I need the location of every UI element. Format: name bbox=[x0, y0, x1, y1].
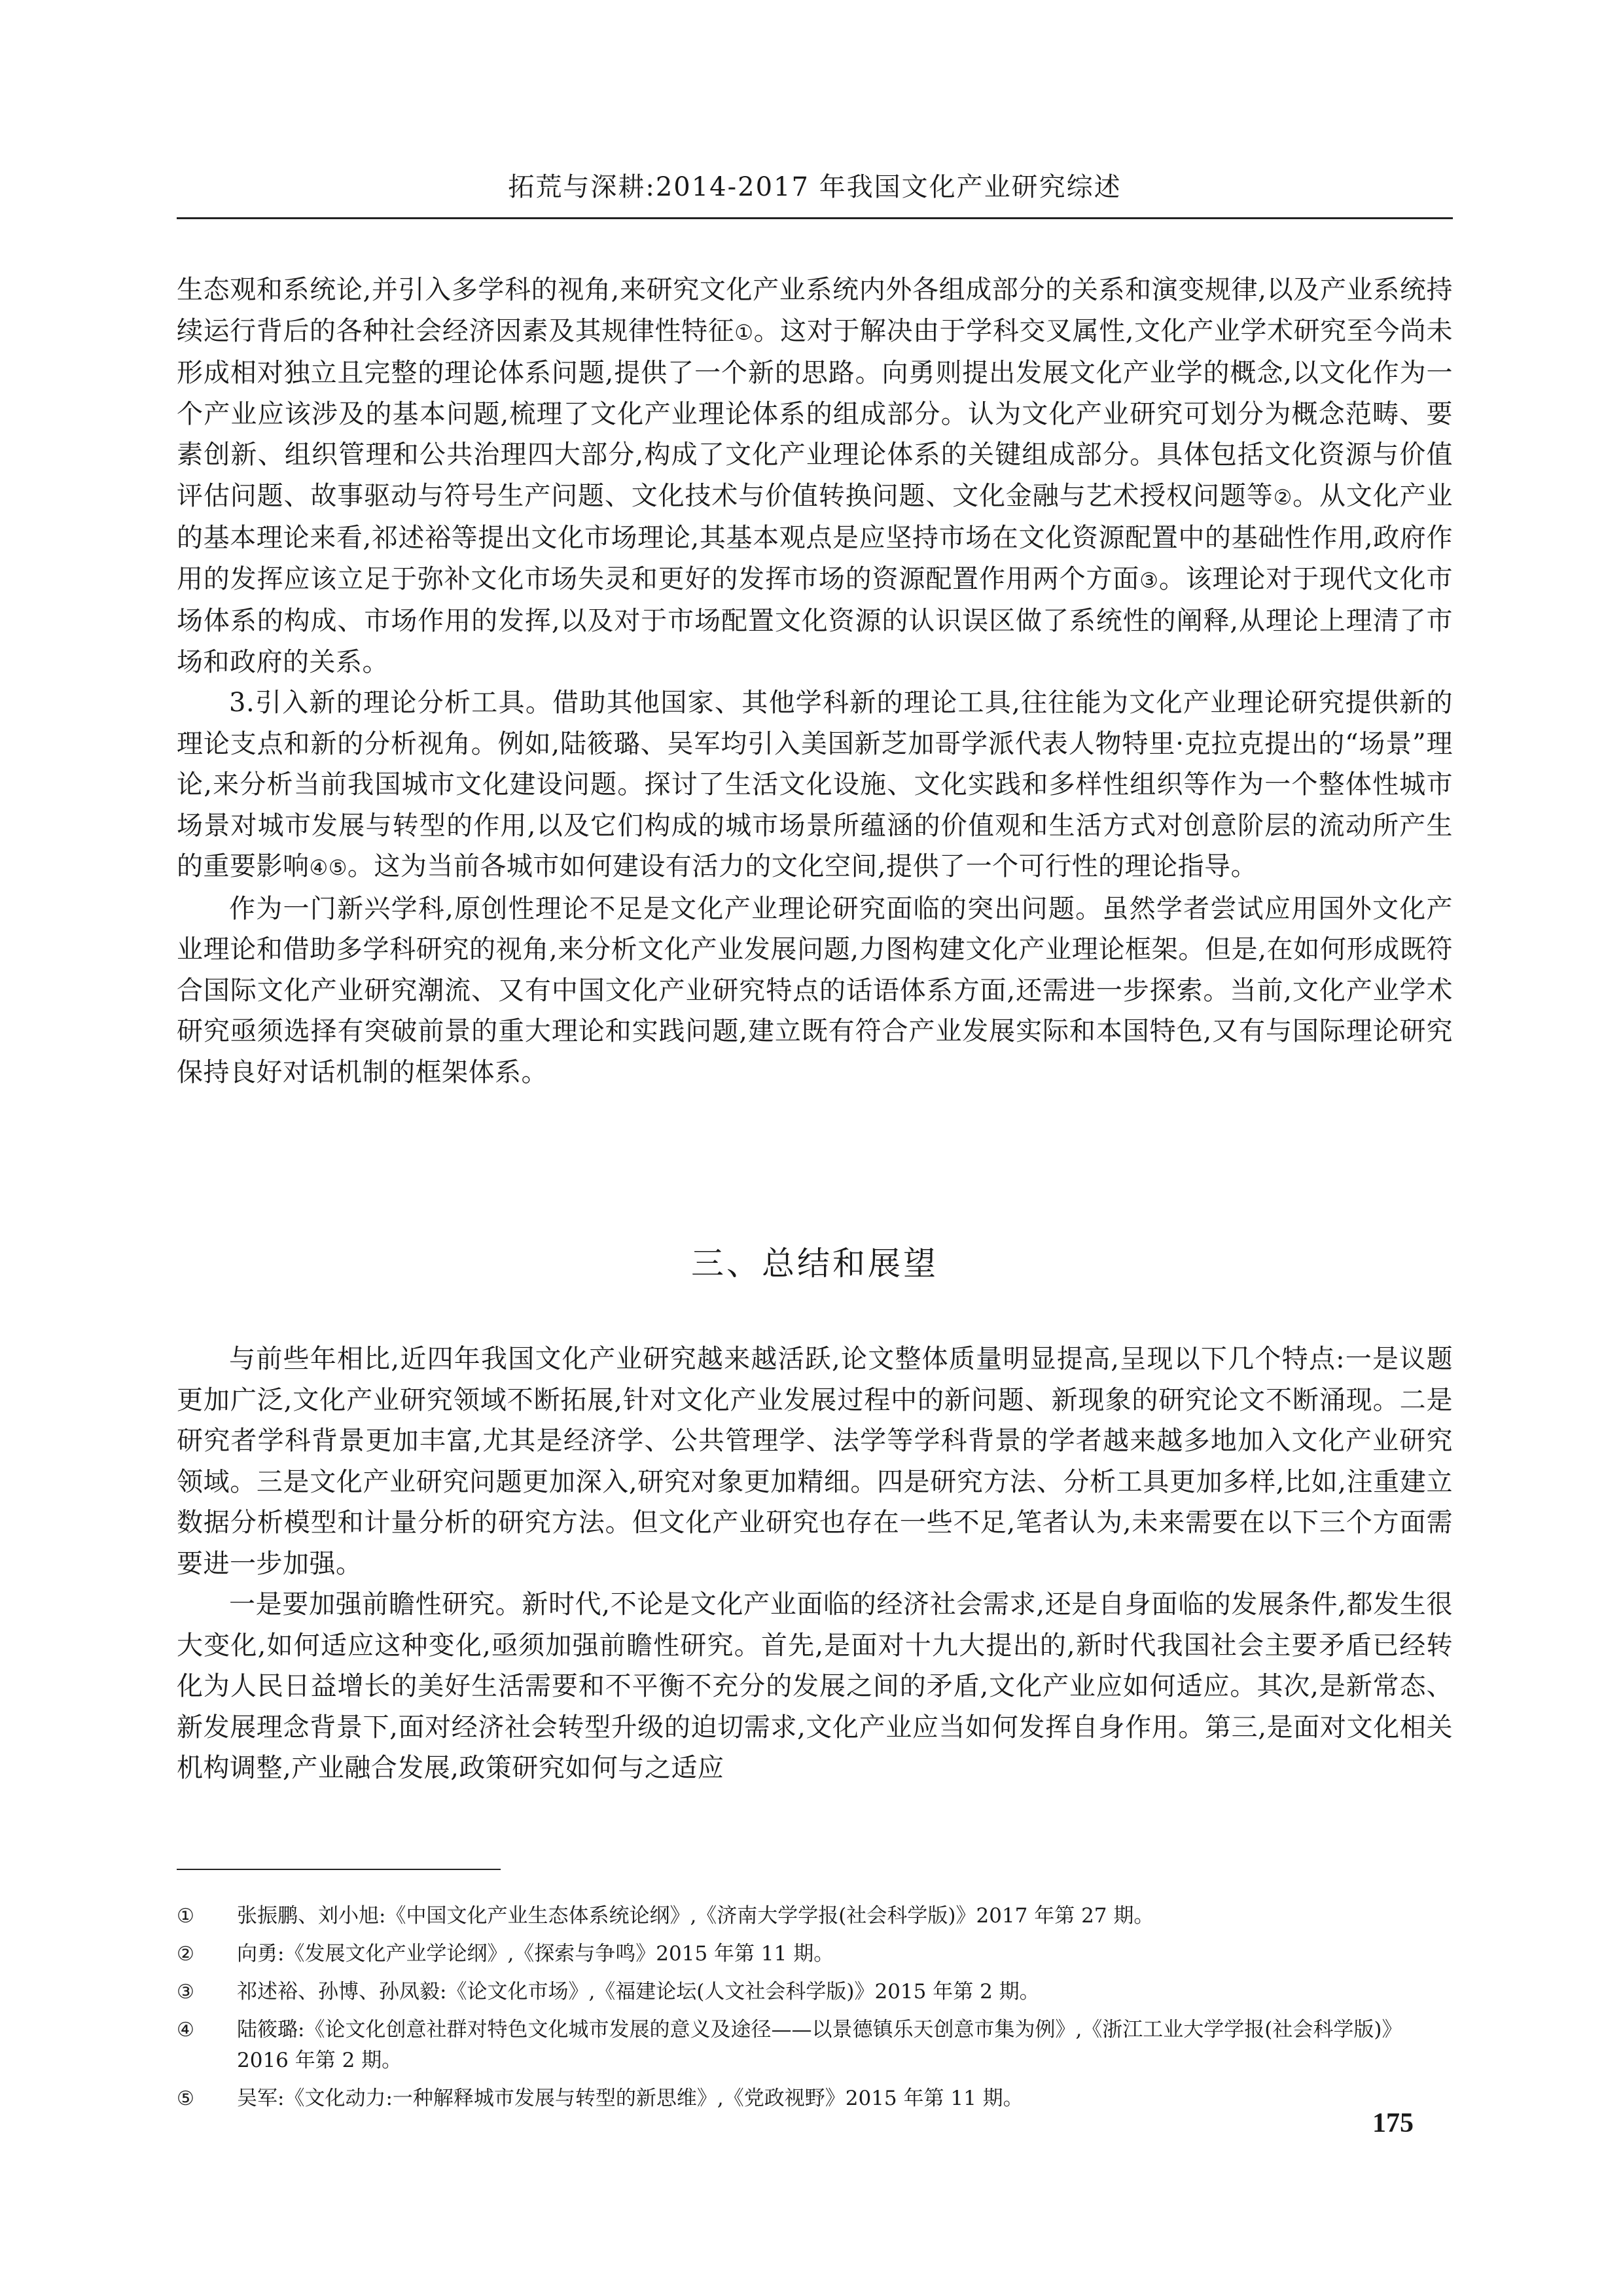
body-text-before-heading bbox=[177, 270, 1453, 1093]
paragraph-text: 。从文化产业的基本理论来看,祁述裕等提出文化市场理论,其基本观点是应坚持市场在文化资源配置中的基础性作用,政府作用的发挥应该立足于弥补文化市场失灵和更好的发挥市场的资源配置作用两个方面 bbox=[177, 480, 1454, 594]
footnote-mark: ④ bbox=[177, 2019, 194, 2041]
paragraph bbox=[177, 1584, 1453, 1789]
paragraph-text: 3.引入新的理论分析工具。借助其他国家、其他学科新的理论工具,往往能为文化产业理论研究提供新的理论支点和新的分析视角。例如,陆筱璐、吴军均引入美国新芝加哥学派代表人物特里·克拉克提出的“场景”理论,来分析当前我国城市文化建设问题。探讨了生活文化设施、文化实践和多样性组织等作为一个整体性城市场景对城市发展与转型的作用,以及它们构成的城市场景所蕴涵的价值观和生活方式对创意阶层的流动所产生的重要影响 bbox=[177, 688, 1453, 881]
paragraph-text: 作为一门新兴学科,原创性理论不足是文化产业理论研究面临的突出问题。虽然学者尝试应用国外文化产业理论和借助多学科研究的视角,来分析文化产业发展问题,力图构建文化产业理论框架。但是,在如何形成既符合国际文化产业研究潮流、又有中国文化产业研究特点的话语体系方面,还需进一步探索。当前,文化产业学术研究亟须选择有突破前景的重大理论和实践问题,建立既有符合产业发展实际和本国特色,又有与国际理论研究保持良好对话机制的框架体系。 bbox=[177, 893, 1453, 1087]
footnote-reference: ④⑤ bbox=[309, 855, 348, 880]
paragraph-text: 。这对于解决由于学科交叉属性,文化产业学术研究至今尚未形成相对独立且完整的理论体系问题,提供了一个新的思路。向勇则提出发展文化产业学的概念,以文化作为一个产业应该涉及的基本问题,梳理了文化产业理论体系的组成部分。认为文化产业研究可划分为概念范畴、要素创新、组织管理和公共治理四大部分,构成了文化产业理论体系的关键组成部分。具体包括文化资源与价值评估问题、故事驱动与符号生产问题、文化技术与价值转换问题、文化金融与艺术授权问题等 bbox=[177, 315, 1454, 511]
footnote-mark: ① bbox=[177, 1905, 194, 1928]
paragraph-text: 。该理论对于现代文化市场体系的构成、市场作用的发挥,以及对于市场配置文化资源的认识误区做了系统性的阐释,从理论上理清了市场和政府的关系。 bbox=[177, 563, 1454, 677]
footnote-text: 陆筱璐:《论文化创意社群对特色文化城市发展的意义及途径——以景德镇乐天创意市集为例》,《浙江工业大学学报(社会科学版)》2016 年第 2 期。 bbox=[237, 2018, 1402, 2072]
body-text-after-heading bbox=[177, 1339, 1453, 1789]
paragraph-text: 。这为当前各城市如何建设有活力的文化空间,提供了一个可行性的理论指导。 bbox=[347, 851, 1258, 881]
footnote-item bbox=[177, 1901, 1453, 1932]
footnotes bbox=[177, 1901, 1453, 2121]
footnote-item bbox=[177, 2083, 1453, 2114]
footnote-separator bbox=[177, 1869, 501, 1870]
footnote-reference: ① bbox=[734, 319, 754, 345]
footnote-text: 向勇:《发展文化产业学论纲》,《探索与争鸣》2015 年第 11 期。 bbox=[237, 1942, 834, 1966]
page-number: 175 bbox=[1372, 2108, 1414, 2138]
paragraph bbox=[177, 889, 1453, 1093]
footnote-mark: ⑤ bbox=[177, 2087, 194, 2110]
footnote-text: 张振鹏、刘小旭:《中国文化产业生态体系统论纲》,《济南大学学报(社会科学版)》2017 年第 27 期。 bbox=[237, 1904, 1154, 1928]
footnote-reference: ③ bbox=[1139, 567, 1159, 593]
footnote-item bbox=[177, 1977, 1453, 2007]
section-heading: 三、总结和展望 bbox=[691, 1245, 938, 1282]
paragraph-text: 与前些年相比,近四年我国文化产业研究越来越活跃,论文整体质量明显提高,呈现以下几个特点:一是议题更加广泛,文化产业研究领域不断拓展,针对文化产业发展过程中的新问题、新现象的研究论文不断涌现。二是研究者学科背景更加丰富,尤其是经济学、公共管理学、法学等学科背景的学者越来越多地加入文化产业研究领域。三是文化产业研究问题更加深入,研究对象更加精细。四是研究方法、分析工具更加多样,比如,注重建立数据分析模型和计量分析的研究方法。但文化产业研究也存在一些不足,笔者认为,未来需要在以下三个方面需要进一步加强。 bbox=[177, 1344, 1453, 1579]
footnote-item bbox=[177, 1939, 1453, 1969]
paragraph bbox=[177, 682, 1453, 889]
footnote-item bbox=[177, 2015, 1453, 2076]
header-rule bbox=[177, 217, 1453, 219]
paragraph bbox=[177, 270, 1453, 682]
paragraph-text: 一是要加强前瞻性研究。新时代,不论是文化产业面临的经济社会需求,还是自身面临的发展条件,都发生很大变化,如何适应这种变化,亟须加强前瞻性研究。首先,是面对十九大提出的,新时代我国社会主要矛盾已经转化为人民日益增长的美好生活需要和不平衡不充分的发展之间的矛盾,文化产业应如何适应。其次,是新常态、新发展理念背景下,面对经济社会转型升级的迫切需求,文化产业应当如何发挥自身作用。第三,是面对文化相关机构调整,产业融合发展,政策研究如何与之适应 bbox=[177, 1589, 1453, 1783]
running-header: 拓荒与深耕:2014-2017 年我国文化产业研究综述 bbox=[508, 172, 1122, 202]
footnote-text: 吴军:《文化动力:一种解释城市发展与转型的新思维》,《党政视野》2015 年第 11 期。 bbox=[237, 2087, 1024, 2110]
footnote-text: 祁述裕、孙博、孙凤毅:《论文化市场》,《福建论坛(人文社会科学版)》2015 年第 2 期。 bbox=[237, 1980, 1040, 2004]
footnote-mark: ② bbox=[177, 1943, 194, 1966]
paragraph-text: 生态观和系统论,并引入多学科的视角,来研究文化产业系统内外各组成部分的关系和演变规律,以及产业系统持续运行背后的各种社会经济因素及其规律性特征 bbox=[177, 275, 1453, 346]
footnote-reference: ② bbox=[1273, 484, 1293, 510]
paragraph bbox=[177, 1339, 1453, 1584]
footnote-mark: ③ bbox=[177, 1981, 194, 2004]
